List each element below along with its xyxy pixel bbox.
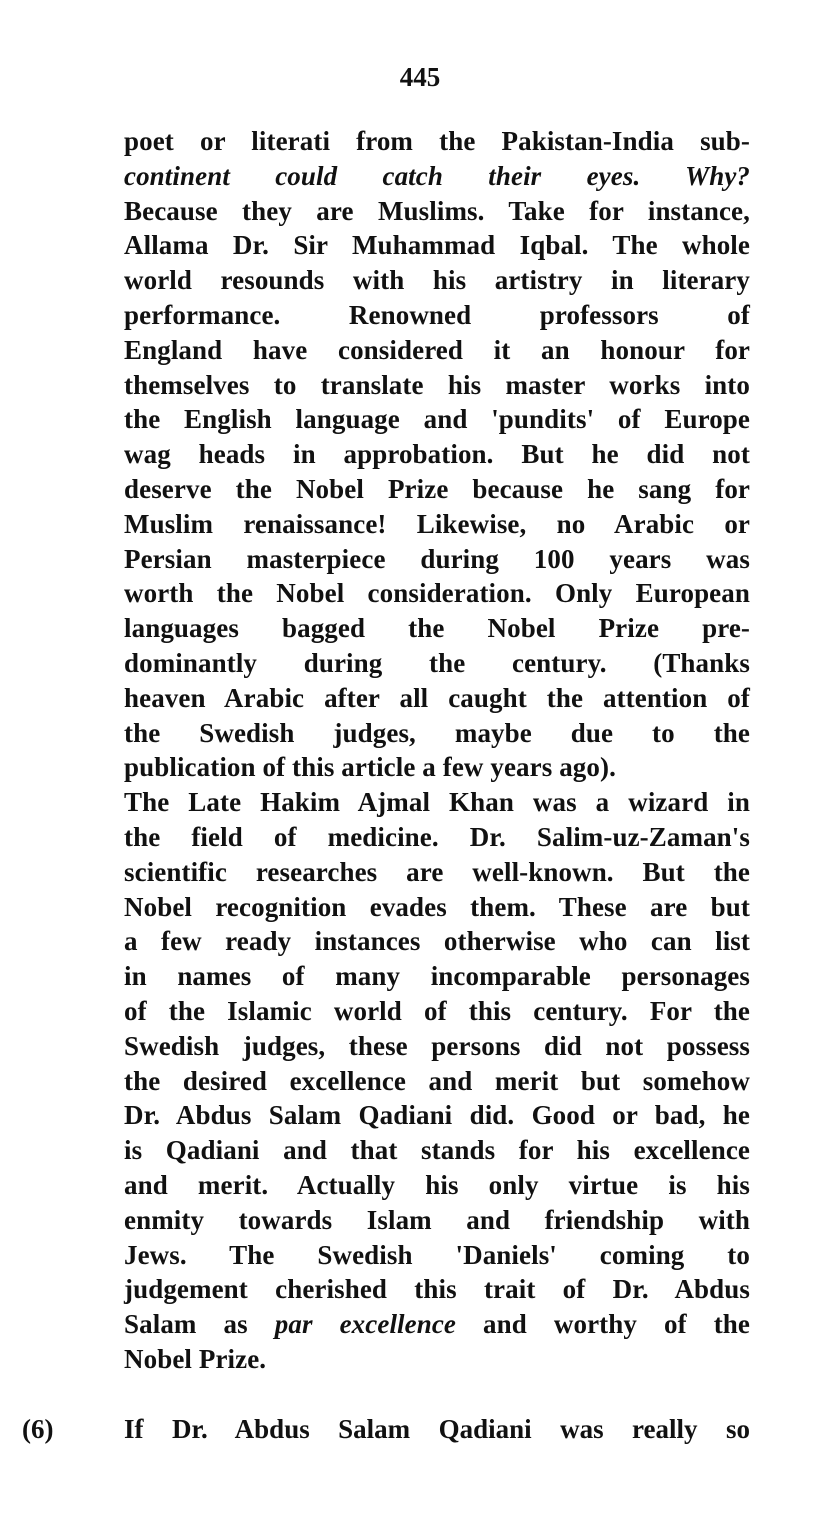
page-number: 445 xyxy=(399,62,441,92)
text-line: Persian masterpiece during 100 years was xyxy=(124,543,750,574)
text-line: continent could catch their eyes. Why? xyxy=(124,160,750,191)
text-line: The Late Hakim Ajmal Khan was a wizard in xyxy=(124,787,750,818)
text-line: in names of many incomparable personages xyxy=(124,961,750,992)
text-line: heaven Arabic after all caught the attention of xyxy=(124,682,750,713)
body-text xyxy=(124,124,750,1377)
text-line: the field of medicine. Dr. Salim-uz-Zaman's xyxy=(124,821,750,852)
text-line: performance. Renowned professors of xyxy=(124,299,750,330)
item-number: (6) xyxy=(22,1414,54,1444)
text-line: wag heads in approbation. But he did not xyxy=(124,439,750,470)
text-line: publication of this article a few years ago). xyxy=(124,752,616,783)
text-line: the Swedish judges, maybe due to the xyxy=(124,717,750,748)
text-line: the desired excellence and merit but somehow xyxy=(124,1065,750,1096)
text-line: languages bagged the Nobel Prize pre- xyxy=(124,613,750,644)
text-line: is Qadiani and that stands for his excellence xyxy=(124,1135,750,1166)
text-line: Because they are Muslims. Take for instance, xyxy=(124,195,750,226)
text-line: Nobel Prize. xyxy=(124,1343,267,1374)
text-line: Dr. Abdus Salam Qadiani did. Good or bad, he xyxy=(124,1100,750,1131)
text-line: Nobel recognition evades them. These are but xyxy=(124,891,750,922)
text-line: England have considered it an honour for xyxy=(124,334,750,365)
item-text: If Dr. Abdus Salam Qadiani was really so xyxy=(124,1414,750,1444)
text-line: a few ready instances otherwise who can list xyxy=(124,926,750,957)
text-line: poet or literati from the Pakistan-India sub- xyxy=(124,126,750,156)
text-line: of the Islamic world of this century. For the xyxy=(124,995,750,1026)
text-line: scientific researches are well-known. But the xyxy=(124,856,750,887)
text-line: enmity towards Islam and friendship with xyxy=(124,1204,750,1235)
text-line: the English language and 'pundits' of Europe xyxy=(124,404,750,435)
text-line: and merit. Actually his only virtue is his xyxy=(124,1169,750,1200)
text-line: world resounds with his artistry in literary xyxy=(124,265,750,296)
text-line: Allama Dr. Sir Muhammad Iqbal. The whole xyxy=(124,230,750,261)
text-line: judgement cherished this trait of Dr. Abdus xyxy=(124,1274,750,1305)
text-line: worth the Nobel consideration. Only European xyxy=(124,578,750,609)
emphasis: par excellence xyxy=(274,1309,457,1340)
text-line: Muslim renaissance! Likewise, no Arabic or xyxy=(124,508,750,539)
text-line: Salam as par excellence and worthy of the xyxy=(124,1309,750,1340)
text-line: Jews. The Swedish 'Daniels' coming to xyxy=(124,1239,750,1270)
text-line: Swedish judges, these persons did not possess xyxy=(124,1030,750,1061)
text-line: deserve the Nobel Prize because he sang for xyxy=(124,473,750,504)
text-line: dominantly during the century. (Thanks xyxy=(124,647,750,678)
text-line: themselves to translate his master works into xyxy=(124,369,750,400)
